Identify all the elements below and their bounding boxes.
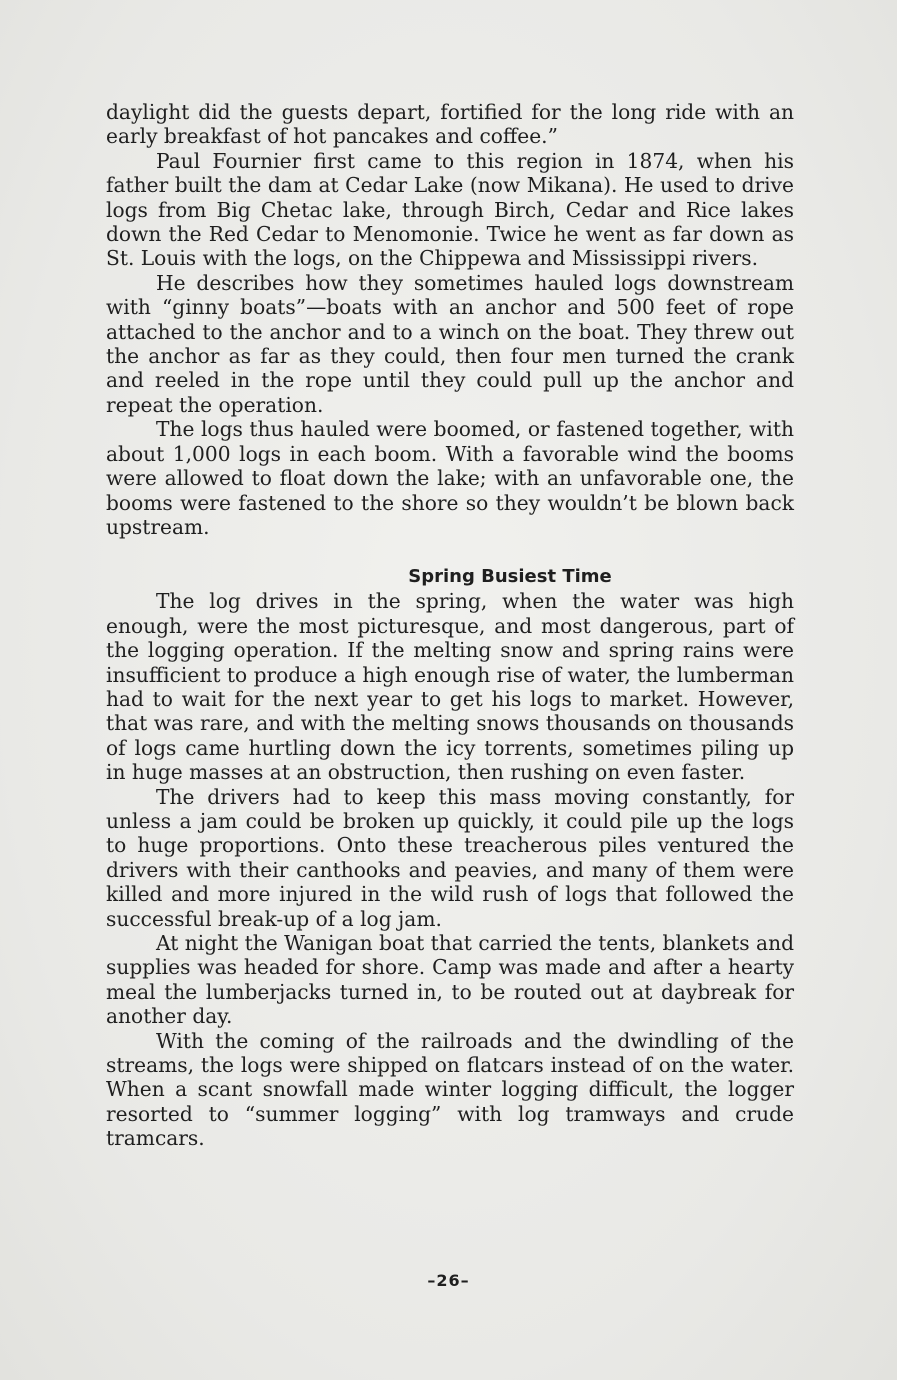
body-text [106, 100, 794, 1151]
paragraph: Paul Fournier first came to this region in 1874, when his father built the dam at Cedar Lake (now Mikana). He used to drive logs from Big Chetac lake, through Birch, Cedar and Rice lakes down the Red Cedar to Menomonie. Twice he went as far down as St. Louis with the logs, on the Chippewa and Mississippi rivers. [106, 148, 794, 271]
paragraph: With the coming of the railroads and the dwindling of the streams, the logs were shipped on flatcars instead of on the water. When a scant snowfall made winter logging difficult, the logger resorted to “summer logging” with log tramways and crude tramcars. [106, 1028, 794, 1151]
paragraph: The logs thus hauled were boomed, or fastened together, with about 1,000 logs in each boom. With a favorable wind the booms were allowed to float down the lake; with an unfavorable one, the booms were fastened to the shore so they wouldn’t be blown back upstream. [106, 417, 794, 539]
paragraph: At night the Wanigan boat that carried the tents, blankets and supplies was headed for shore. Camp was made and after a hearty meal the lumberjacks turned in, to be routed out at daybreak for another day. [106, 931, 795, 1029]
paragraph: daylight did the guests depart, fortified for the long ride with an early breakfast of hot pancakes and coffee.” [106, 100, 794, 149]
paragraph: The drivers had to keep this mass moving constantly, for unless a jam could be broken up quickly, it could pile up the logs to huge proportions. Onto these treacherous piles ventured the drivers with their canthooks and peavies, and many of them were killed and more injured in the wild rush of logs that followed the successful break-up of a log jam. [106, 784, 794, 931]
paragraph: He describes how they sometimes hauled logs downstream with “ginny boats”—boats with an anchor and 500 feet of rope attached to the anchor and to a winch on the boat. They threw out the anchor as far as they could, then four men turned the crank and reeled in the rope until they could pull up the anchor and repeat the operation. [106, 270, 794, 417]
page-number: –26– [427, 1271, 470, 1290]
paragraph: The log drives in the spring, when the water was high enough, were the most picturesque, and most dangerous, part of the logging operation. If the melting snow and spring rains were insufficient to produce a high enough rise of water, the lumberman had to wait for the next year to get his logs to market. However, that was rare, and with the melting snows thousands on thousands of logs came hurtling down the icy torrents, sometimes piling up in huge masses at an obstruction, then rushing on even faster. [106, 589, 794, 785]
section-heading: Spring Busiest Time [408, 566, 612, 588]
